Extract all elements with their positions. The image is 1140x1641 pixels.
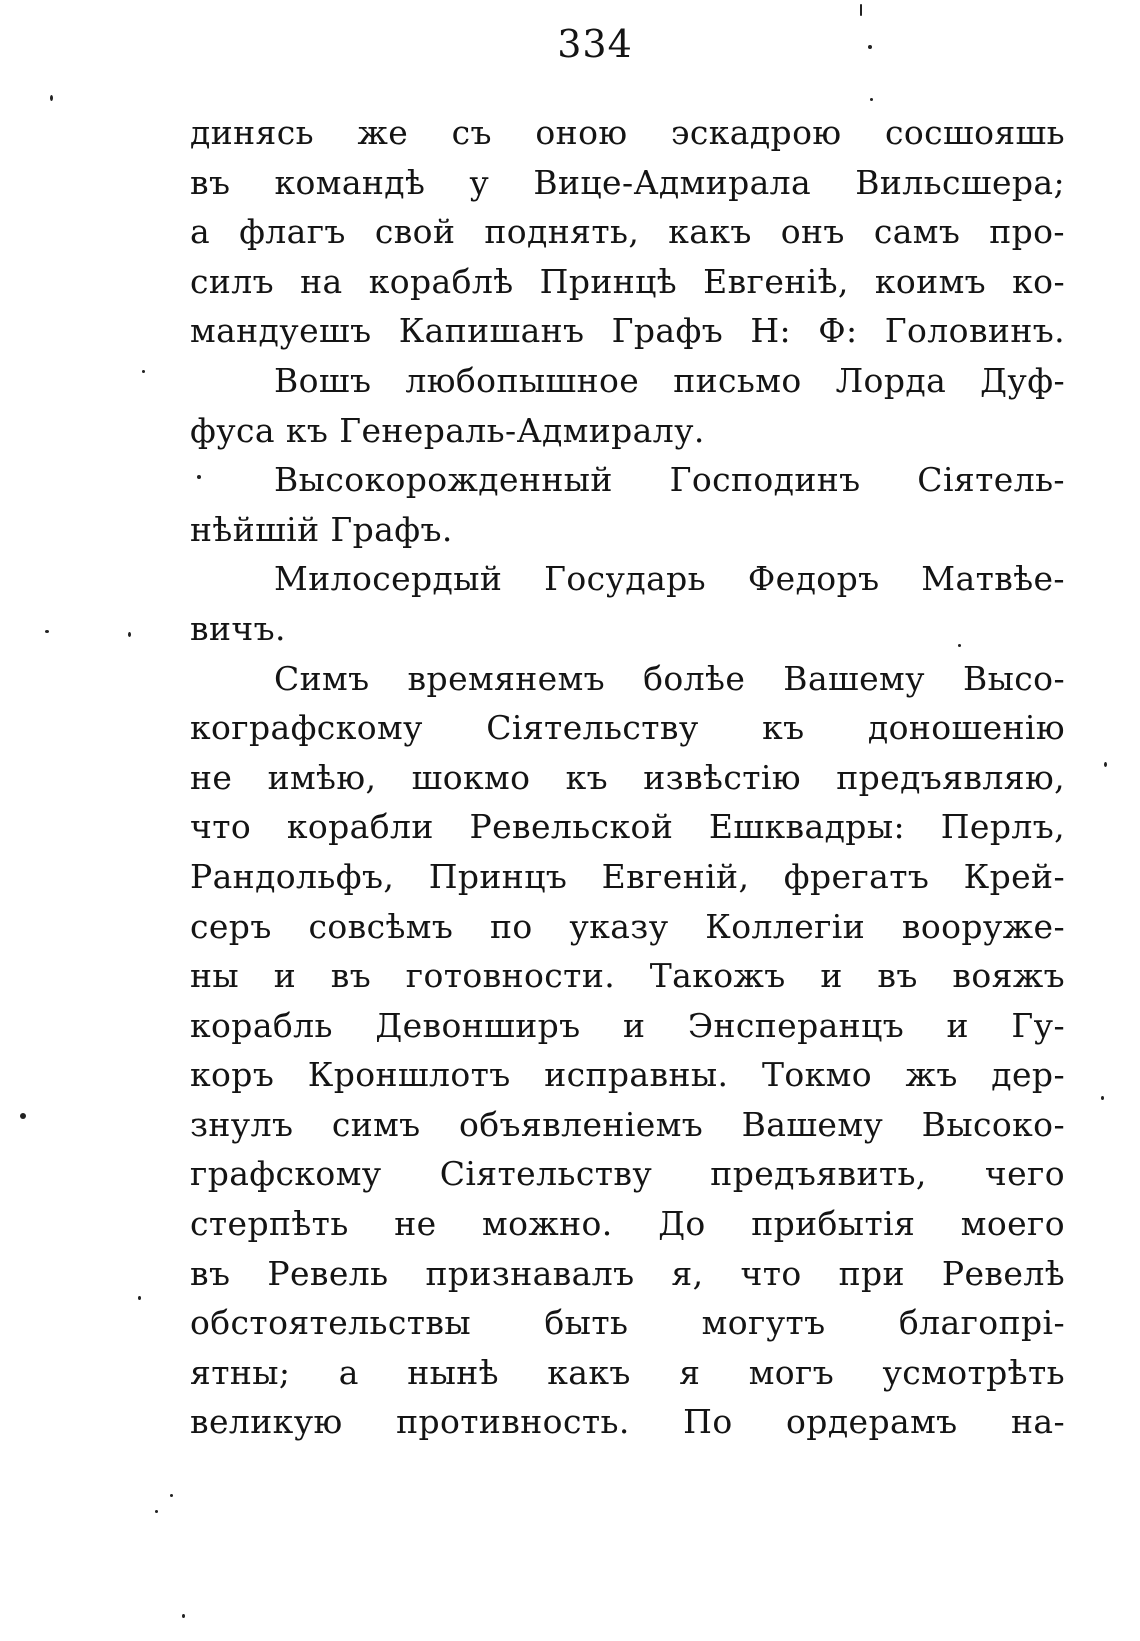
- scan-speck: [1101, 1096, 1104, 1100]
- scan-speck: [170, 1494, 173, 1497]
- scan-speck: [20, 1113, 26, 1119]
- text-line: стерпѣть не можно. До прибытія моего: [190, 1204, 1065, 1244]
- text-line: не имѣю, шокмо къ извѣстію предъявляю,: [190, 757, 1065, 797]
- scan-speck: [870, 98, 873, 101]
- scan-speck: [197, 475, 201, 479]
- text-line: вичъ.: [190, 608, 286, 648]
- text-line: нѣйшій Графъ.: [190, 509, 453, 549]
- scan-speck: [1104, 762, 1107, 767]
- scan-speck: [142, 370, 145, 373]
- text-line: ны и въ готовности. Такожъ и въ вояжъ: [190, 956, 1065, 996]
- scan-speck: [860, 4, 862, 16]
- text-line: ятны; а нынѣ какъ я могъ усмотрѣть: [190, 1352, 1065, 1392]
- text-line: графскому Сіятельству предъявить, чего: [190, 1154, 1065, 1194]
- text-line: Вошъ любопышное письмо Лорда Дуф-: [274, 360, 1065, 400]
- scan-speck: [868, 45, 872, 49]
- scan-speck: [128, 632, 131, 637]
- scan-speck: [50, 95, 53, 101]
- text-line: серъ совсѣмъ по указу Коллегіи вооруже-: [190, 906, 1065, 946]
- scan-speck: [182, 1614, 185, 1618]
- text-line: корабль Девонширъ и Энсперанцъ и Гу-: [190, 1005, 1065, 1045]
- text-line: мандуешъ Капишанъ Графъ Н: Ф: Головинъ.: [190, 311, 1065, 351]
- text-line: Милосердый Государь Федоръ Матвѣе-: [274, 559, 1065, 599]
- text-line: что корабли Ревельской Ешквадры: Перлъ,: [190, 807, 1065, 847]
- text-line: динясь же съ оною эскадрою сосшояшь: [190, 113, 1065, 152]
- text-line: кографскому Сіятельству къ доношенію: [190, 708, 1065, 748]
- text-line: знулъ симъ объявленіемъ Вашему Высоко-: [190, 1104, 1065, 1144]
- text-line: великую противность. По ордерамъ на-: [190, 1402, 1065, 1442]
- text-line: фуса къ Генераль-Адмиралу.: [190, 410, 705, 450]
- scan-speck: [138, 1296, 141, 1300]
- text-line: Рандольфъ, Принцъ Евгеній, фрегатъ Крей-: [190, 856, 1065, 896]
- text-line: въ командѣ у Вице-Адмирала Вильсшера;: [190, 162, 1065, 202]
- text-line: Симъ времянемъ болѣе Вашему Высо-: [274, 658, 1065, 698]
- page-body-text: [190, 108, 1065, 1447]
- text-line: обстоятельствы быть могутъ благопрі-: [190, 1303, 1065, 1343]
- text-line: Высокорожденный Господинъ Сіятель-: [274, 460, 1065, 500]
- text-line: въ Ревель признавалъ я, что при Ревелѣ: [190, 1253, 1065, 1293]
- text-line: коръ Кроншлотъ исправны. Токмо жъ дер-: [190, 1055, 1065, 1095]
- text-line: а флагъ свой поднять, какъ онъ самъ про-: [190, 212, 1065, 252]
- scan-speck: [958, 644, 961, 647]
- scan-speck: [45, 630, 49, 633]
- page-number: 334: [557, 22, 633, 66]
- text-line: силъ на кораблѣ Принцѣ Евгеніѣ, коимъ ко-: [190, 261, 1065, 301]
- scan-speck: [155, 1510, 158, 1513]
